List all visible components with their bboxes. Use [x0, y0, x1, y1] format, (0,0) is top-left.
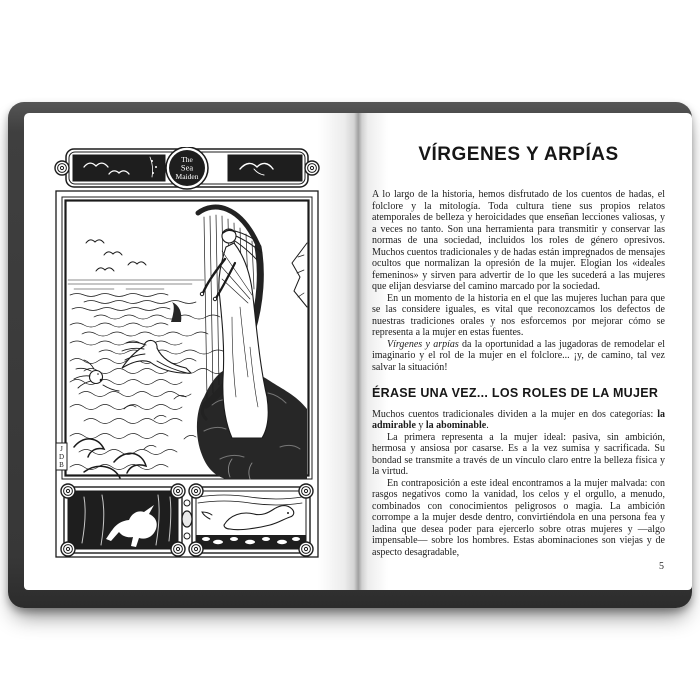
right-page	[358, 113, 692, 590]
open-pages	[24, 113, 692, 590]
book-title-reference: Vírgenes y arpías	[387, 338, 459, 350]
left-page	[24, 113, 358, 590]
center-ornament	[182, 511, 192, 527]
paragraph	[372, 409, 665, 432]
banner-end-knot-right	[305, 161, 319, 175]
section-heading: ÉRASE UNA VEZ... LOS ROLES DE LA MUJER	[372, 386, 659, 400]
paragraph-text: y	[415, 420, 426, 431]
page-number: 5	[659, 561, 664, 572]
svg-text:The: The	[181, 155, 193, 164]
sea-maiden-old-face	[74, 360, 119, 391]
headland-rocks	[292, 243, 307, 307]
paragraph: En contraposición a este ideal encontramos a la mujer malvada: con rasgos negativos como la vanidad, los celos y el orgullo, a menudo, combinados con conocimientos peligrosos o magia. La ambición corrompe a la mujer desde dentro, convirtiéndola en una persona fea y ladina que desea poder para ejercerlo sobre otras mujeres y —algo impensable— sobre los hombres. Estas abominaciones son viejas y de aspecto desagradable,	[372, 477, 665, 558]
chapter-title: VÍRGENES Y ARPÍAS	[418, 144, 619, 165]
banner-panel-gulls-left	[73, 155, 165, 181]
svg-text:Sea: Sea	[180, 162, 194, 173]
svg-text:B: B	[59, 461, 64, 469]
svg-text:J: J	[60, 445, 63, 453]
banner-panel-gull-right	[228, 155, 302, 181]
paragraph-text: Muchos cuentos tradicionales dividen a la mujer en dos categorías:	[372, 408, 658, 420]
fin-icon	[171, 302, 181, 322]
svg-text:Maiden: Maiden	[175, 172, 199, 181]
sea-scene	[68, 207, 307, 479]
paragraph	[372, 339, 665, 374]
artist-monogram	[56, 443, 67, 470]
svg-text:D: D	[58, 453, 65, 461]
paragraph-text: da la oportunidad a las jugadoras de remodelar el imaginario y el rol de la mujer en el folclore... ¡y, de camino, tal vez salvar la situación!	[372, 338, 665, 373]
paragraph-text: .	[486, 420, 489, 431]
paragraph: A lo largo de la historia, hemos disfrutado de los cuentos de hadas, el folclore y la mitología. Toda cultura tiene sus propios relatos atemporales de belleza y heroicidades que enseñan lecciones valiosas, y a veces no tanto. Son una herramienta para transmitir y conservar las normas de una sociedad, incluidos los roles de género opresivos. Muchos cuentos tradicionales y de hadas están impregnados de mensajes ocultos que normalizan la opresión de la mujer. Elogian los «ideales femeninos» y sirven para advertir de lo que les sucederá a las mujeres que elijan desviarse del camino marcado por la sociedad.	[372, 189, 665, 292]
chapter-text	[372, 113, 665, 558]
banner-end-knot-left	[55, 161, 69, 175]
term-abominable: la abominable	[425, 420, 487, 431]
term-admirable: la admirable	[372, 408, 665, 431]
gull-icon	[86, 240, 146, 271]
paragraph: En un momento de la historia en el que las mujeres luchan para que se las considere iguales, es vital que reconozcamos los defectos de nuestras tradiciones orales y nos esforcemos por mejorar cómo se representa a la mujer en estas fuentes.	[372, 292, 665, 338]
banner	[55, 147, 319, 189]
body-copy	[372, 189, 665, 558]
sea-maiden-swimming	[122, 340, 191, 373]
foam	[74, 439, 146, 478]
paragraph: La primera representa a la mujer ideal: pasiva, sin ambición, hermosa y ansiosa por casarse. Es a la vez sumisa y sacrificada. Su bondad se transmite a través de un vínculo claro entre la belleza física y la virtud.	[372, 431, 665, 477]
book-cover	[8, 102, 692, 608]
sea-maiden-illustration	[54, 147, 320, 559]
bottom-panels	[61, 484, 313, 556]
